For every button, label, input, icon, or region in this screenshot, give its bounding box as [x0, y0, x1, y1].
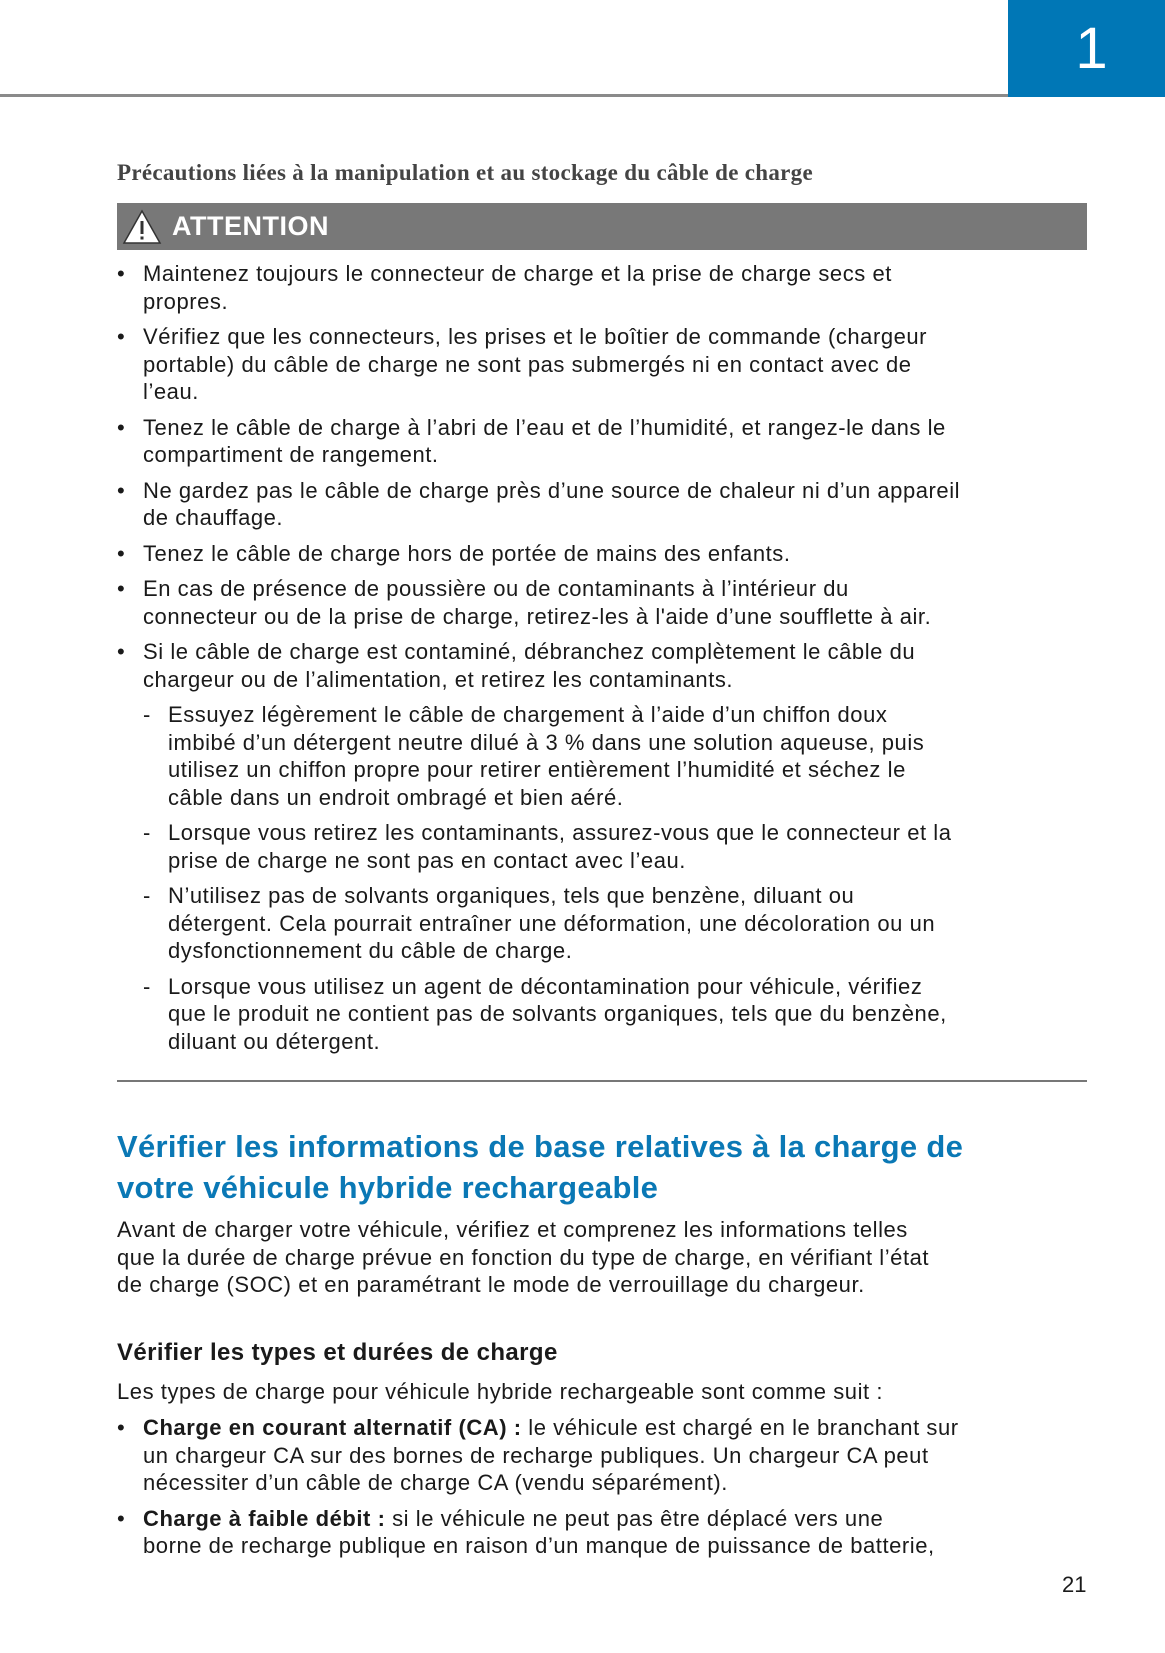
- list-item-line: imbibé d’un détergent neutre dilué à 3 % dans une solution aqueuse, puis: [168, 729, 925, 755]
- bullet-marker: •: [117, 414, 126, 440]
- section-subtitle: Précautions liées à la manipulation et au stockage du câble de charge: [117, 160, 813, 185]
- list-item-text: nécessiter d’un câble de charge CA (vendu séparément).: [143, 1470, 728, 1495]
- list-item-line: En cas de présence de poussière ou de contaminants à l’intérieur du: [143, 576, 849, 601]
- intro-line: Avant de charger votre véhicule, vérifiez et comprenez les informations telles: [117, 1217, 908, 1242]
- list-item-line: Tenez le câble de charge à l’abri de l’eau et de l’humidité, et rangez-le dans le: [143, 414, 946, 440]
- subheading: Vérifier les types et durées de charge: [117, 1339, 558, 1366]
- chapter-number: 1: [1075, 16, 1108, 81]
- list-item-line: compartiment de rangement.: [143, 442, 439, 467]
- list-item-line: Maintenez toujours le connecteur de charge et la prise de charge secs et: [143, 261, 892, 286]
- list-item-line: chargeur ou de l’alimentation, et retirez les contaminants.: [143, 666, 734, 692]
- list-item-text: si le véhicule ne peut pas être déplacé vers une: [385, 1505, 884, 1531]
- bullet-marker: •: [117, 477, 126, 503]
- list-item-line: Tenez le câble de charge hors de portée de mains des enfants.: [143, 540, 791, 566]
- list-item-line: Si le câble de charge est contaminé, débranchez complètement le câble du: [143, 639, 916, 664]
- bullet-marker: •: [117, 1505, 126, 1531]
- attention-label: ATTENTION: [172, 211, 329, 241]
- warning-triangle-icon: [122, 209, 162, 245]
- list-item-line: Essuyez légèrement le câble de chargement à l’aide d’un chiffon doux: [168, 702, 888, 727]
- list-item-line: que le produit ne contient pas de solvants organiques, tels que du benzène,: [168, 1001, 947, 1026]
- bullet-marker: •: [117, 324, 126, 349]
- sub-list-item: [117, 882, 1097, 965]
- bullet-marker: •: [117, 639, 126, 664]
- list-item: [117, 1414, 1097, 1497]
- list-item-line: de chauffage.: [143, 505, 284, 530]
- list-item: [117, 638, 1097, 693]
- section-heading-line: votre véhicule hybride rechargeable: [117, 1170, 659, 1205]
- list-item: [117, 323, 1097, 406]
- bullet-marker: •: [117, 576, 126, 601]
- list-item: [117, 1505, 1097, 1560]
- list-item-text: le véhicule est chargé en le branchant sur: [521, 1415, 959, 1440]
- sub-list-item: [117, 973, 1097, 1056]
- dash-marker: -: [143, 973, 151, 999]
- list-item: [117, 477, 1097, 532]
- sub-list-item: [117, 819, 1097, 874]
- list-item-line: N’utilisez pas de solvants organiques, tels que benzène, diluant ou: [168, 883, 855, 908]
- attention-list: [117, 260, 1097, 1063]
- dash-marker: -: [143, 883, 151, 908]
- list-item-line: diluant ou détergent.: [168, 1028, 381, 1054]
- bullet-marker: •: [117, 261, 126, 286]
- list-item-line: l’eau.: [143, 379, 199, 404]
- attention-banner: [117, 203, 1087, 250]
- list-item: [117, 540, 1097, 568]
- list-item: [117, 575, 1097, 630]
- list-item-lead: Charge en courant alternatif (CA) :: [143, 1415, 522, 1440]
- section-heading-line: Vérifier les informations de base relatives à la charge de: [117, 1129, 964, 1164]
- list-item-line: [143, 1442, 1097, 1470]
- list-item-line: portable) du câble de charge ne sont pas submergés ni en contact avec de: [143, 351, 912, 377]
- list-item-line: [143, 1469, 1097, 1497]
- list-item-line: [143, 1532, 1097, 1560]
- bullet-marker: •: [117, 1415, 126, 1440]
- list-item-text: borne de recharge publique en raison d’un manque de puissance de batterie,: [143, 1533, 935, 1558]
- list-item-text: un chargeur CA sur des bornes de recharge publiques. Un chargeur CA peut: [143, 1442, 929, 1468]
- list-item-line: [143, 1414, 1097, 1442]
- list-item: [117, 260, 1097, 315]
- bullet-marker: •: [117, 540, 126, 566]
- page-number: 21: [1062, 1572, 1087, 1597]
- intro-line: que la durée de charge prévue en fonction du type de charge, en vérifiant l’état: [117, 1244, 930, 1270]
- header-rule: [0, 94, 1008, 97]
- list-item-line: [143, 1505, 1097, 1533]
- section-divider: [117, 1080, 1087, 1082]
- list-item-line: utilisez un chiffon propre pour retirer entièrement l’humidité et séchez le: [168, 757, 906, 782]
- list-item: [117, 414, 1097, 469]
- list-item-line: Ne gardez pas le câble de charge près d’une source de chaleur ni d’un appareil: [143, 477, 961, 503]
- dash-marker: -: [143, 820, 151, 845]
- types-intro: Les types de charge pour véhicule hybride rechargeable sont comme suit :: [117, 1379, 884, 1404]
- section-heading: [117, 1126, 963, 1208]
- dash-marker: -: [143, 702, 151, 727]
- intro-paragraph: [117, 1216, 929, 1299]
- list-item-line: prise de charge ne sont pas en contact avec l’eau.: [168, 847, 686, 873]
- list-item-line: propres.: [143, 288, 229, 314]
- list-item-line: détergent. Cela pourrait entraîner une déformation, une décoloration ou un: [168, 910, 936, 936]
- chapter-number-tab: [1008, 0, 1165, 97]
- list-item-line: Vérifiez que les connecteurs, les prises et le boîtier de commande (chargeur: [143, 324, 928, 349]
- charge-types-list: [117, 1414, 1097, 1568]
- list-item-line: connecteur ou de la prise de charge, retirez-les à l'aide d’une soufflette à air.: [143, 603, 932, 629]
- list-item-lead: Charge à faible débit :: [143, 1505, 386, 1531]
- sub-list-item: [117, 701, 1097, 811]
- intro-line: de charge (SOC) et en paramétrant le mode de verrouillage du chargeur.: [117, 1272, 865, 1297]
- list-item-line: câble dans un endroit ombragé et bien aéré.: [168, 784, 624, 810]
- list-item-line: Lorsque vous retirez les contaminants, assurez-vous que le connecteur et la: [168, 820, 952, 845]
- list-item-line: dysfonctionnement du câble de charge.: [168, 938, 573, 963]
- list-item-line: Lorsque vous utilisez un agent de décontamination pour véhicule, vérifiez: [168, 973, 923, 999]
